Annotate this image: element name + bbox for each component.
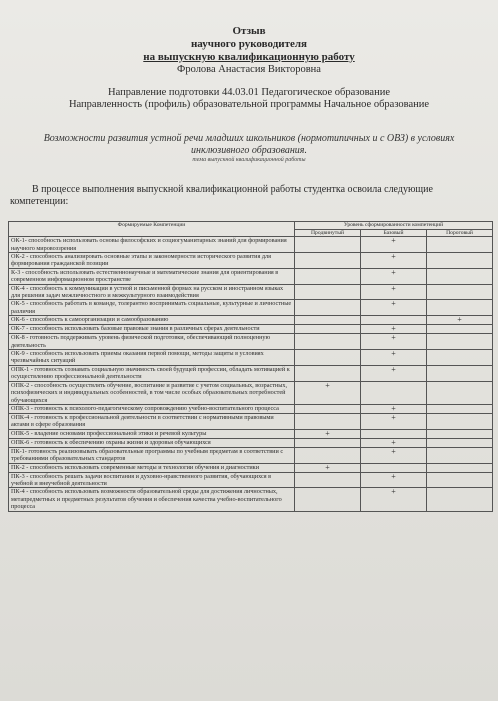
level-threshold-cell [427, 381, 493, 404]
document-subtitle-1: научного руководителя [190, 38, 308, 50]
table-row [9, 488, 493, 511]
level-basic-cell [361, 237, 427, 253]
level-basic-cell [361, 365, 427, 381]
competence-text: ПК-4 - способность использовать возможности образовательной среды для достижения личностных, метапредметных и предметных результатов обучения и обеспечения качества учебно-воспитательного процесса [9, 488, 295, 511]
thesis-topic [14, 133, 484, 163]
level-mark: + [325, 429, 330, 438]
level-mark: + [325, 381, 330, 390]
level-mark: + [391, 365, 396, 374]
header-advanced: Продвинутый [295, 229, 361, 237]
level-threshold-cell [427, 488, 493, 511]
level-advanced-cell [295, 429, 361, 438]
table-row [9, 350, 493, 366]
table-row [9, 381, 493, 404]
table-row [9, 325, 493, 334]
level-advanced-cell [295, 488, 361, 511]
level-basic-cell [361, 447, 427, 463]
level-mark: + [325, 463, 330, 472]
level-basic-cell [361, 472, 427, 488]
student-name: Фролова Анастасия Викторовна [177, 64, 321, 75]
level-mark: + [391, 333, 396, 343]
table-row [9, 237, 493, 253]
document-title: Отзыв [232, 25, 266, 37]
level-basic-cell [361, 325, 427, 334]
header-competences: Формируемые Компетенции [9, 222, 295, 237]
level-basic-cell [361, 463, 427, 472]
level-threshold-cell [427, 404, 493, 413]
level-advanced-cell [295, 365, 361, 381]
competence-text: ПК-3 - способность решать задачи воспитания и духовно-нравственного развития, обучающихся в учебной и внеучебной деятельности [9, 472, 295, 488]
competences-table [8, 221, 493, 512]
level-basic-cell [361, 488, 427, 511]
table-row [9, 365, 493, 381]
table-row [9, 300, 493, 316]
table-row [9, 447, 493, 463]
level-threshold-cell [427, 350, 493, 366]
level-mark: + [391, 349, 396, 359]
level-advanced-cell [295, 463, 361, 472]
level-mark: + [391, 447, 396, 456]
table-row [9, 472, 493, 488]
level-threshold-cell [427, 472, 493, 488]
level-threshold-cell [427, 316, 493, 325]
level-advanced-cell [295, 472, 361, 488]
level-threshold-cell [427, 438, 493, 447]
competence-text: ОК-6 - способность к самоорганизации и самообразованию [9, 316, 295, 325]
direction-line: Направление подготовки 44.03.01 Педагогическое образование [108, 87, 390, 98]
level-advanced-cell [295, 381, 361, 404]
level-threshold-cell [427, 413, 493, 429]
competence-text: ОК-7 - способность использовать базовые правовые знания в различных сферах деятельности [9, 325, 295, 334]
level-mark: + [391, 404, 396, 413]
table-row [9, 463, 493, 472]
level-advanced-cell [295, 413, 361, 429]
table-row [9, 253, 493, 269]
level-advanced-cell [295, 325, 361, 334]
level-mark: + [391, 487, 396, 497]
competence-text: ОПК-6 - готовность к обеспечению охраны жизни и здоровья обучающихся [9, 438, 295, 447]
table-row [9, 316, 493, 325]
level-mark: + [391, 284, 396, 293]
level-basic-cell [361, 404, 427, 413]
competence-text: ОК-1- способность использовать основы философских и социогуманитарных знаний для формирования научного мировоззрения [9, 237, 295, 253]
competence-text: ОК-5 - способность работать в команде, толерантно воспринимать социальные, культурные и личностные различия [9, 300, 295, 316]
competence-text: ОПК-2 - способность осуществлять обучение, воспитание и развитие с учетом социальных, возрастных, психофизических и индивидуальных особенностей, в том числе особых образовательных потребностей обучающихся [9, 381, 295, 404]
level-threshold-cell [427, 253, 493, 269]
table-row [9, 438, 493, 447]
level-advanced-cell [295, 237, 361, 253]
profile-line: Направленность (профиль) образовательной программы Начальное образование [68, 99, 430, 110]
level-mark: + [391, 299, 396, 309]
table-row [9, 429, 493, 438]
level-basic-cell [361, 334, 427, 350]
level-advanced-cell [295, 300, 361, 316]
topic-note: тема выпускной квалификационной работы [192, 157, 306, 163]
intro-paragraph [0, 184, 498, 208]
header-basic: Базовый [361, 229, 427, 237]
level-advanced-cell [295, 316, 361, 325]
competence-text: ПК-2 - способность использовать современные методы и технологии обучения и диагностики [9, 463, 295, 472]
level-basic-cell [361, 429, 427, 438]
level-mark: + [391, 438, 396, 447]
competence-text: ОПК-4 - готовность к профессиональной деятельности в соответствии с нормативными правовыми актами в сфере образования [9, 413, 295, 429]
table-row [9, 413, 493, 429]
level-advanced-cell [295, 253, 361, 269]
level-basic-cell [361, 438, 427, 447]
header-threshold: Пороговый [427, 229, 493, 237]
level-advanced-cell [295, 334, 361, 350]
competence-text: ПК-1- готовность реализовывать образовательные программы по учебным предметам в соответствии с требованиями образовательных стандартов [9, 447, 295, 463]
level-mark: + [391, 413, 396, 422]
table-row [9, 404, 493, 413]
level-threshold-cell [427, 429, 493, 438]
level-threshold-cell [427, 268, 493, 284]
level-threshold-cell [427, 300, 493, 316]
level-advanced-cell [295, 268, 361, 284]
level-basic-cell [361, 381, 427, 404]
level-basic-cell [361, 253, 427, 269]
header-level: Уровень сформированности компетенций [295, 222, 493, 230]
competence-text: ОПК-1 - готовность сознавать социальную значимость своей будущей профессии, обладать мотивацией к осуществлению профессиональной деятельности [9, 365, 295, 381]
level-threshold-cell [427, 284, 493, 300]
level-advanced-cell [295, 350, 361, 366]
competence-text: ОК-9 - способность использовать приемы оказания первой помощи, методы защиты в условиях чрезвычайных ситуаций [9, 350, 295, 366]
level-advanced-cell [295, 404, 361, 413]
level-advanced-cell [295, 438, 361, 447]
level-basic-cell [361, 300, 427, 316]
level-basic-cell [361, 284, 427, 300]
level-advanced-cell [295, 447, 361, 463]
document-header [0, 25, 498, 76]
level-mark: + [391, 472, 396, 481]
competence-text: ОПК-5 - владение основами профессиональной этики и речевой культуры [9, 429, 295, 438]
competence-text: ОК-8 - готовность поддерживать уровень физической подготовки, обеспечивающий полноценную деятельность [9, 334, 295, 350]
competence-text: К-3 - способность использовать естественнонаучные и математические знания для ориентирования в современном информационном пространстве [9, 268, 295, 284]
table-row [9, 334, 493, 350]
topic-text: Возможности развития устной речи младших школьников (нормотипичных и с ОВЗ) в условиях инклюзивного образования. [43, 133, 455, 156]
table-row [9, 284, 493, 300]
competence-text: ОК-4 - способность к коммуникации в устной и письменной формах на русском и иностранном языках для решения задач межличностного и межкультурного взаимодействия [9, 284, 295, 300]
level-mark: + [391, 236, 396, 246]
competence-text: ОПК-3 - готовность к психолого-педагогическому сопровождению учебно-воспитательного процесса [9, 404, 295, 413]
level-threshold-cell [427, 334, 493, 350]
level-threshold-cell [427, 325, 493, 334]
level-basic-cell [361, 350, 427, 366]
level-basic-cell [361, 413, 427, 429]
level-basic-cell [361, 316, 427, 325]
level-threshold-cell [427, 237, 493, 253]
level-advanced-cell [295, 284, 361, 300]
level-threshold-cell [427, 447, 493, 463]
level-mark: + [391, 268, 396, 277]
competence-text: ОК-2 - способность анализировать основные этапы и закономерности исторического развития для формирования гражданской позиции [9, 253, 295, 269]
level-mark: + [391, 324, 396, 334]
competences-table-body [9, 237, 493, 511]
document-subtitle-2: на выпускную квалификационную работу [143, 51, 355, 63]
level-threshold-cell [427, 365, 493, 381]
table-row [9, 268, 493, 284]
program-info [0, 87, 498, 111]
level-mark: + [391, 252, 396, 261]
level-basic-cell [361, 268, 427, 284]
level-threshold-cell [427, 463, 493, 472]
intro-text: В процессе выполнения выпускной квалификационной работы студентка освоила следующие компетенции: [10, 184, 433, 207]
level-mark: + [457, 315, 462, 325]
